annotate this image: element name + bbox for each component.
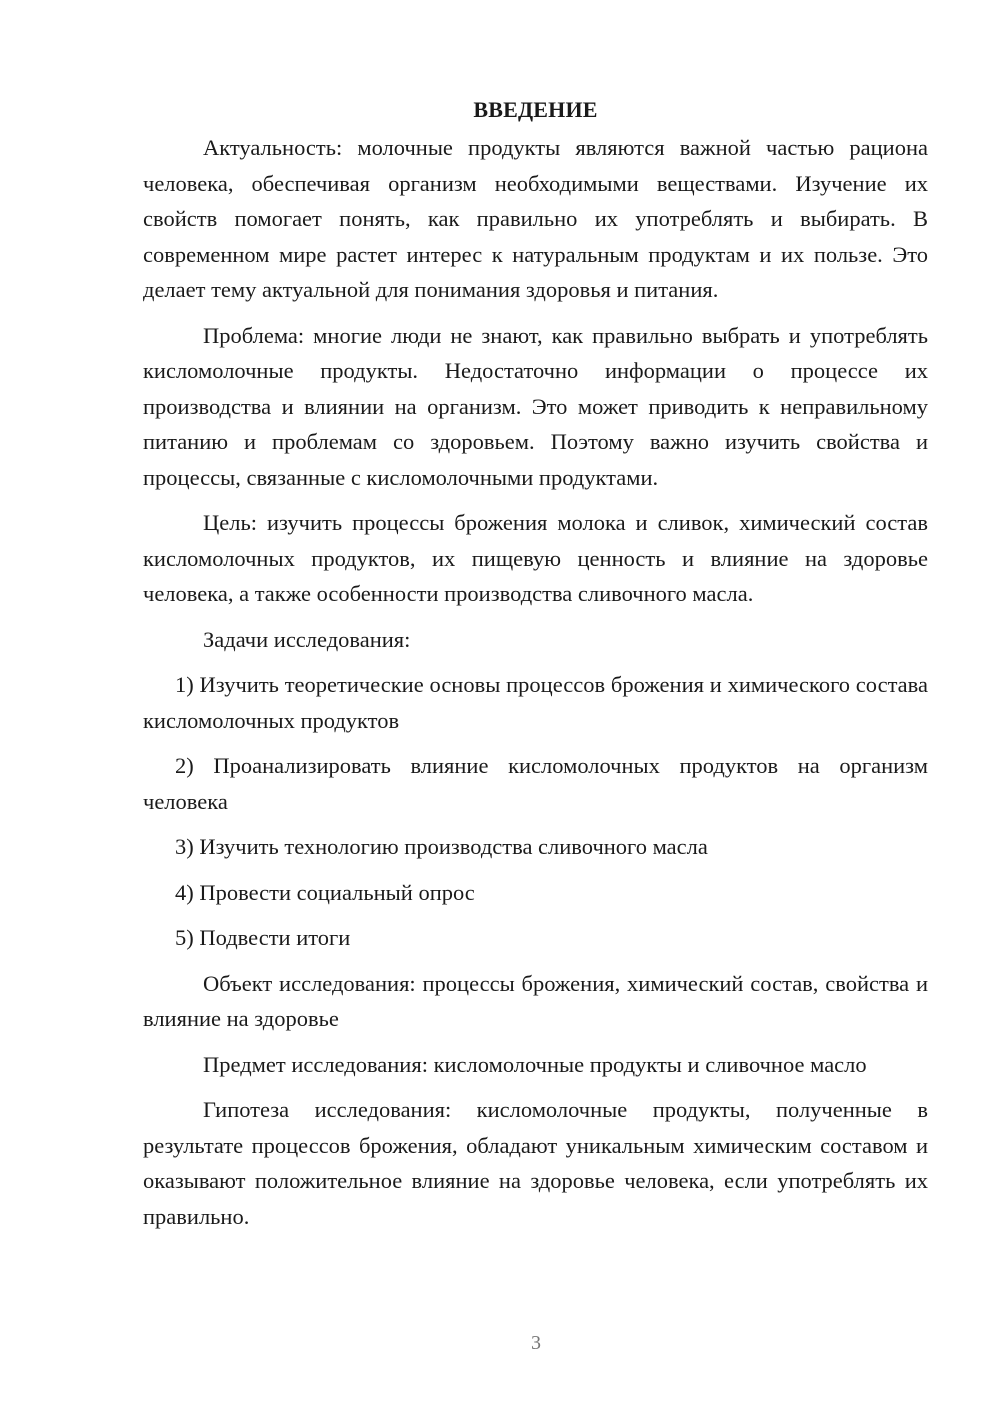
problem-paragraph: Проблема: многие люди не знают, как правильно выбрать и употреблять кисломолочные продукты. Недостаточно информации о процессе их производства и влиянии на организм. Это может приводить к неправильному питанию и проблемам со здоровьем. Поэтому важно изучить свойства и процессы, связанные с кисломолочными продуктами. (143, 322, 928, 490)
task-item-1: 1) Изучить теоретические основы процессов брожения и химического состава кисломолочных продуктов (143, 672, 928, 733)
object-paragraph: Объект исследования: процессы брожения, химический состав, свойства и влияние на здоровье (143, 970, 928, 1031)
subject-paragraph: Предмет исследования: кисломолочные продукты и сливочное масло (203, 1051, 867, 1077)
page-content (143, 92, 928, 1244)
page-title: ВВЕДЕНИЕ (473, 97, 598, 122)
task-item-2: 2) Проанализировать влияние кисломолочных продуктов на организм человека (143, 753, 928, 814)
task-item-3: 3) Изучить технологию производства сливочного масла (175, 834, 708, 859)
tasks-heading: Задачи исследования: (203, 626, 411, 652)
goal-paragraph: Цель: изучить процессы брожения молока и сливок, химический состав кисломолочных продуктов, их пищевую ценность и влияние на здоровье человека, а также особенности производства сливочного масла. (143, 510, 928, 606)
task-item-4: 4) Провести социальный опрос (175, 879, 475, 905)
hypothesis-paragraph: Гипотеза исследования: кисломолочные продукты, полученные в результате процессов брожения, обладают уникальным химическим составом и оказывают положительное влияние на здоровье человека, если употреблять их правильно. (143, 1097, 928, 1229)
task-item-5: 5) Подвести итоги (175, 925, 351, 950)
page-number: 3 (531, 1332, 541, 1354)
relevance-paragraph: Актуальность: молочные продукты являются важной частью рациона человека, обеспечивая организм необходимыми веществами. Изучение их свойств помогает понять, как правильно их употреблять и выбирать. В современном мире растет интерес к натуральным продуктам и их пользе. Это делает тему актуальной для понимания здоровья и питания. (143, 135, 928, 302)
